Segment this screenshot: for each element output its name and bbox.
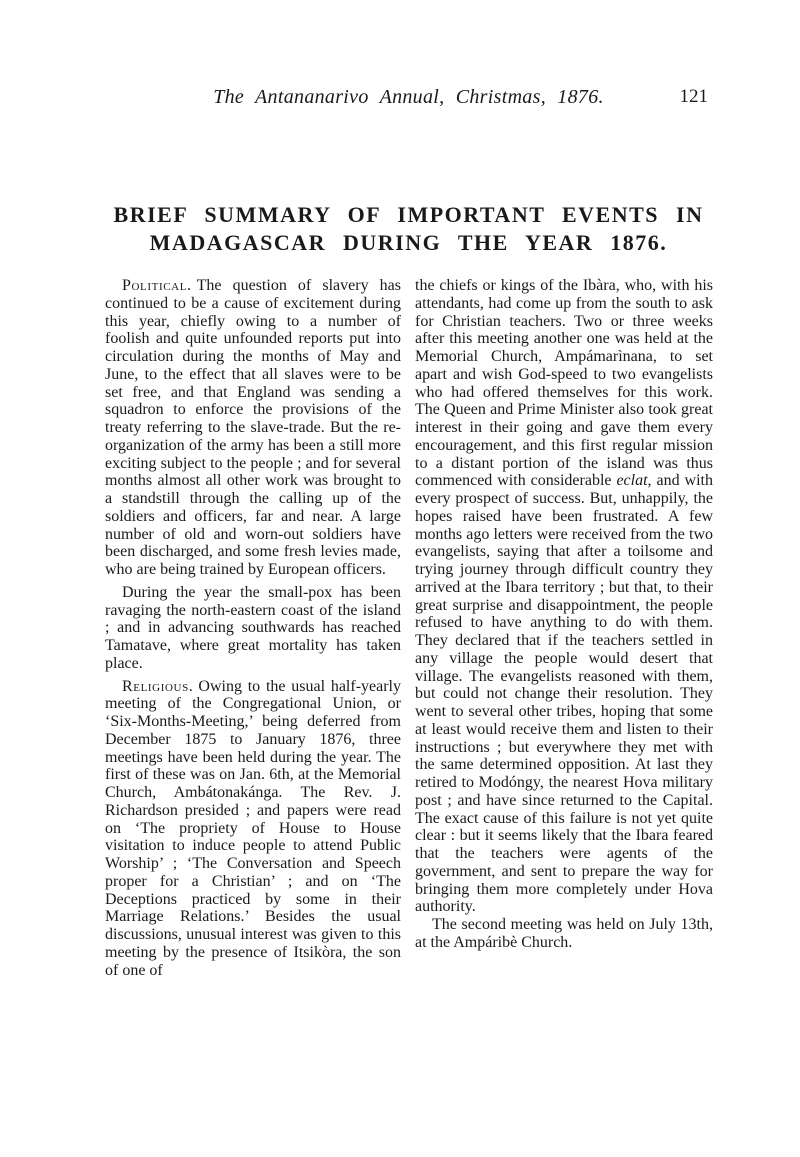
article-heading-line2: MADAGASCAR DURING THE YEAR 1876. [149, 230, 668, 255]
article-heading [105, 201, 712, 257]
paragraph-second-meeting [415, 916, 713, 952]
paragraph-second-meeting-text: The second meeting was held on July 13th, at the Ampáribè Church. [415, 916, 713, 951]
journal-title: The Antananarivo Annual, Christmas, 1876. [213, 86, 604, 108]
running-header [105, 86, 712, 110]
page-number: 121 [679, 86, 708, 107]
paragraph-smallpox [105, 584, 401, 673]
paragraph-continuation [415, 277, 713, 916]
section-lead-political: Political. [122, 277, 192, 294]
paragraph-continuation-text-pre: the chiefs or kings of the Ibàra, who, with his attendants, had come up from the south to ask for Christian teachers. Two or three weeks after this meeting another one was held at the Memorial Church, Ampámarìnana, to set apart and wish God-speed to two evangelists who had offered themselves for this work. The Queen and Prime Minister also took great interest in their going and gave them every encouragement, and this first regular mission to a distant portion of the island was thus commenced with considerable [415, 277, 713, 490]
paragraph-continuation-text-post: , and with every prospect of success. But, unhappily, the hopes raised have been frustrated. A few months ago letters were received from the two evangelists, saying that after a toilsome and trying journey through difficult country they arrived at the Ibara territory ; but that, to their great surprise and disappointment, the people refused to have anything to do with them. They declared that if the teachers settled in any village the people would desert that village. The evangelists reasoned with them, but could not change their resolution. They went to several other tribes, hoping that some at least would receive them and listen to their instructions ; but everywhere they met with the same determined opposition. At last they retired to Modóngy, the nearest Hova military post ; and have since returned to the Capital. The exact cause of this failure is not yet quite clear : but it seems likely that the Ibara feared that the teachers were agents of the government, and sent to prepare the way for bringing them more completely under Hova authority. [415, 472, 713, 916]
left-column [105, 277, 401, 1081]
right-column [415, 277, 713, 1081]
eclat-italic-word: eclat [616, 472, 648, 490]
article-heading-line1: BRIEF SUMMARY OF IMPORTANT EVENTS IN [113, 202, 704, 227]
paragraph-political [105, 277, 401, 579]
section-lead-religious: Religious. [122, 677, 194, 695]
paragraph-religious-text: Owing to the usual half-yearly meeting of the Congregational Union, or ‘Six-Months-Meeting,’ being deferred from December 1875 to January 1876, three meetings have been held during the year. The first of these was on Jan. 6th, at the Memorial Church, Ambátonakánga. The Rev. J. Richardson presided ; and papers were read on ‘The propriety of House to House visitation to induce people to attend Public Worship’ ; ‘The Conversation and Speech proper for a Christian’ ; and on ‘The Deceptions practiced by some in their Marriage Relations.’ Besides the usual discussions, unusual interest was given to this meeting by the presence of Itsikòra, the son of one of [105, 677, 401, 979]
paragraph-smallpox-text: During the year the small-pox has been ravaging the north-eastern coast of the island ; and in advancing southwards has reached Tamatave, where great mortality has taken place. [105, 583, 401, 672]
paragraph-political-text: The question of slavery has continued to be a cause of excitement during this year, chiefly owing to a number of foolish and quite unfounded reports put into circulation during the months of May and June, to the effect that all slaves were to be set free, and that England was sending a squadron to enforce the provisions of the treaty referring to the slave-trade. But the re-organization of the army has been a still more exciting subject to the people ; and for several months almost all other work was brought to a standstill through the calling up of the soldiers and officers, far and near. A large number of old and worn-out soldiers have been discharged, and some fresh levies made, who are being trained by European officers. [105, 277, 401, 578]
paragraph-religious [105, 678, 401, 980]
